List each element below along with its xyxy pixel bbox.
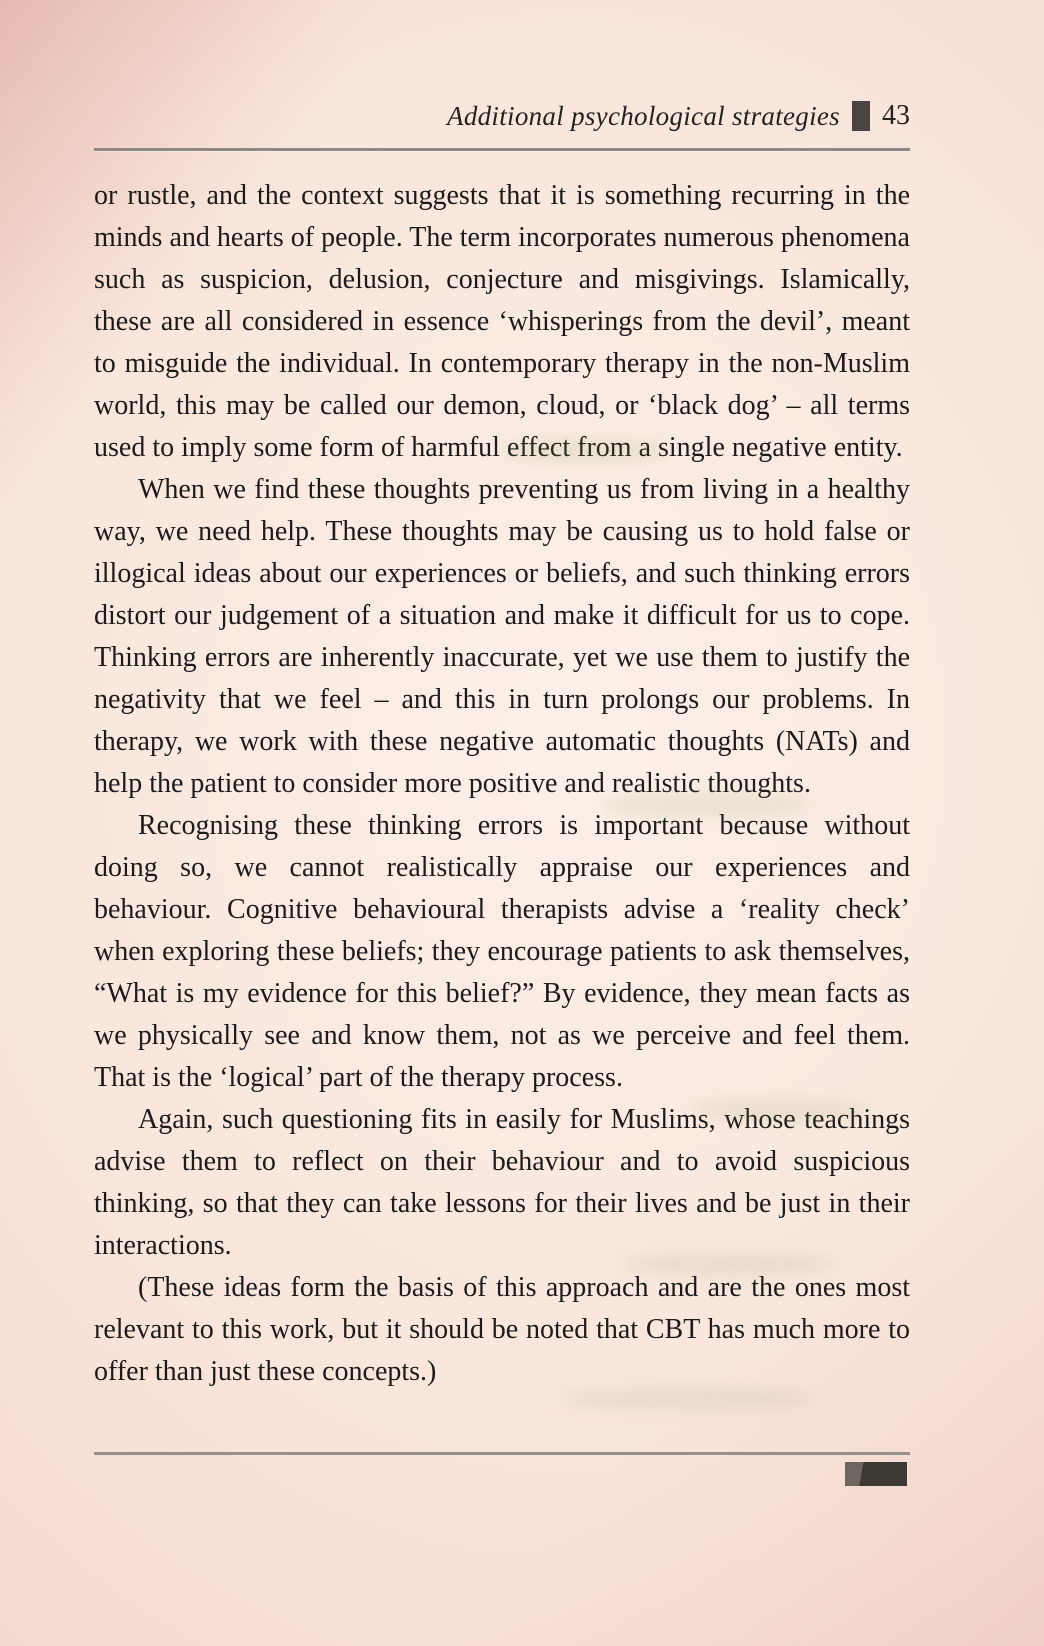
paragraph: or rustle, and the context suggests that it is something recurring in the minds and hearts of people. The term incorporates numerous phenomena such as suspicion, delusion, conjecture and misgivings. Islamically, these are all considered in essence ‘whisperings from the devil’, meant to misguide the individual. In contemporary therapy in the non-Muslim world, this may be called our demon, cloud, or ‘black dog’ – all terms used to imply some form of harmful effect from a single negative entity. bbox=[94, 180, 910, 463]
body-text bbox=[94, 175, 910, 1393]
header-divider-block-icon bbox=[852, 101, 870, 131]
paragraph: Recognising these thinking errors is important because without doing so, we cannot realistically appraise our experiences and behaviour. Cognitive behavioural therapists advise a ‘reality check’ when exploring these beliefs; they encourage patients to ask themselves, “What is my evidence for this belief?” By evidence, they mean facts as we physically see and know them, not as we perceive and feel them. That is the ‘logical’ part of the therapy process. bbox=[94, 810, 910, 1093]
running-title: Additional psychological strategies bbox=[447, 100, 840, 131]
page-number: 43 bbox=[882, 100, 910, 131]
running-header bbox=[94, 100, 910, 151]
paragraph: When we find these thoughts preventing us from living in a healthy way, we need help. These thoughts may be causing us to hold false or illogical ideas about our experiences or beliefs, and such thinking errors distort our judgement of a situation and make it difficult for us to cope. Thinking errors are inherently inaccurate, yet we use them to justify the negativity that we feel – and this in turn prolongs our problems. In therapy, we work with these negative automatic thoughts (NATs) and help the patient to consider more positive and realistic thoughts. bbox=[94, 474, 910, 799]
header-rule bbox=[94, 148, 910, 151]
footer-mark bbox=[845, 1462, 907, 1486]
paragraph: Again, such questioning fits in easily for Muslims, whose teachings advise them to reflect on their behaviour and to avoid suspicious thinking, so that they can take lessons for their lives and be just in their interactions. bbox=[94, 1104, 910, 1261]
footer-rule bbox=[94, 1452, 910, 1455]
paragraph: (These ideas form the basis of this approach and are the ones most relevant to this work, but it should be noted that CBT has much more to offer than just these concepts.) bbox=[94, 1272, 910, 1387]
